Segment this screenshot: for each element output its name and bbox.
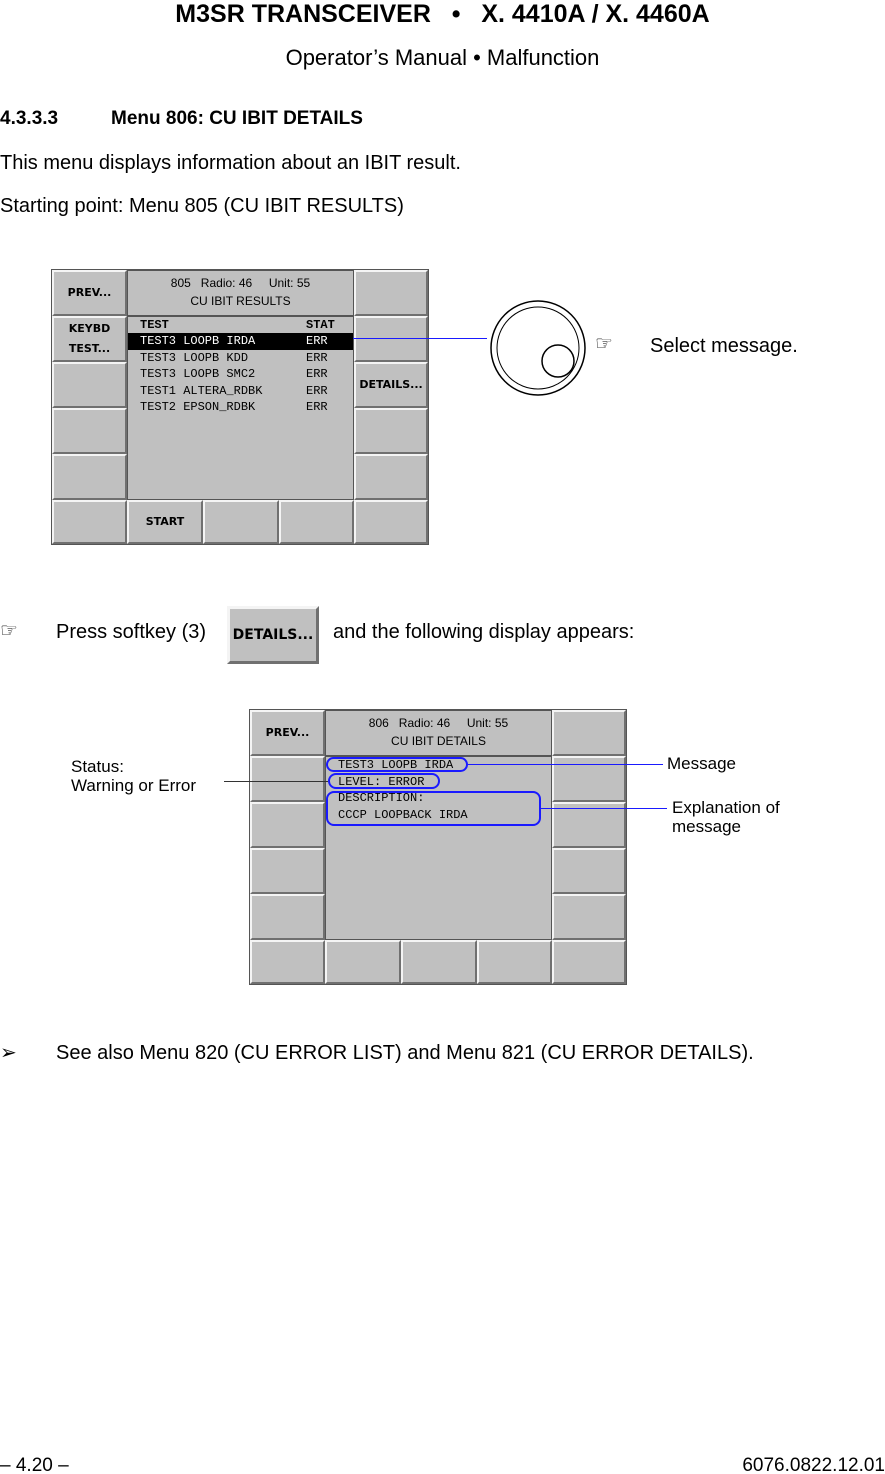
- softkey-blank[interactable]: [52, 408, 127, 454]
- col-test: TEST: [140, 318, 169, 332]
- softkey-blank[interactable]: [279, 500, 354, 544]
- softkey-label: KEYBD: [68, 322, 111, 335]
- header-subtitle: Operator’s Manual • Malfunction: [285, 45, 600, 70]
- list-row[interactable]: [128, 383, 353, 400]
- row-stat: ERR: [306, 350, 328, 365]
- row-test: TEST3 LOOPB KDD: [140, 350, 249, 365]
- section-number: 4.3.3.3: [0, 108, 59, 129]
- softkey-blank[interactable]: [52, 500, 127, 544]
- status-callout: [71, 757, 196, 795]
- col-stat: STAT: [306, 318, 335, 332]
- page-number: – 4.20 –: [0, 1455, 69, 1474]
- radio-unit-line: 806 Radio: 46 Unit: 55: [368, 716, 509, 730]
- softkey-label: TEST...: [68, 342, 111, 355]
- callout-line: [468, 764, 663, 765]
- starting-point: Starting point: Menu 805 (CU IBIT RESULTS): [0, 195, 404, 217]
- callout-label: Warning or Error: [71, 776, 197, 795]
- arrow-icon: ➢: [0, 1042, 17, 1064]
- description-highlight: [326, 791, 541, 826]
- section-title: Menu 806: CU IBIT DETAILS: [111, 108, 363, 129]
- row-test: TEST3 LOOPB SMC2: [140, 367, 256, 381]
- softkey-blank[interactable]: [401, 940, 477, 984]
- row-stat: ERR: [306, 334, 328, 348]
- list-row-selected[interactable]: [128, 333, 353, 350]
- softkey-blank[interactable]: [250, 894, 325, 940]
- callout-line: [541, 808, 667, 809]
- level-text: LEVEL: ERROR: [338, 774, 425, 789]
- prev-softkey[interactable]: PREV...: [250, 710, 325, 756]
- rotary-knob-icon[interactable]: [488, 298, 588, 398]
- softkey-blank[interactable]: [203, 500, 279, 544]
- callout-label: Status:: [71, 757, 124, 776]
- callout-line: [353, 338, 487, 339]
- pointing-hand-icon: ☞: [0, 620, 18, 642]
- details-softkey[interactable]: DETAILS...: [354, 362, 428, 408]
- softkey-blank[interactable]: [250, 756, 325, 802]
- row-test: TEST1 ALTERA_RDBK: [140, 383, 263, 398]
- softkey-blank[interactable]: [552, 940, 626, 984]
- softkey-blank[interactable]: [250, 940, 325, 984]
- softkey-blank[interactable]: [552, 894, 626, 940]
- callout-line: [224, 781, 328, 782]
- start-softkey[interactable]: START: [127, 500, 203, 544]
- screen-806: [249, 709, 627, 985]
- message-callout: Message: [667, 754, 736, 773]
- press-after-text: and the following display appears:: [333, 621, 635, 643]
- description-label: DESCRIPTION:: [338, 791, 425, 805]
- list-row[interactable]: [128, 350, 353, 367]
- row-test: TEST3 LOOPB IRDA: [140, 334, 256, 348]
- softkey-blank[interactable]: [250, 802, 325, 848]
- softkey-blank[interactable]: [52, 362, 127, 408]
- row-stat: ERR: [306, 367, 328, 381]
- list-row[interactable]: [128, 366, 353, 383]
- softkey-blank[interactable]: [552, 710, 626, 756]
- softkey-blank[interactable]: [325, 940, 401, 984]
- softkey-blank[interactable]: [354, 270, 428, 316]
- intro-text: This menu displays information about an IBIT result.: [0, 152, 461, 174]
- screen-header: [325, 710, 552, 756]
- keybd-test-softkey[interactable]: [52, 316, 127, 362]
- softkey-blank[interactable]: [354, 316, 428, 362]
- screen-805: [51, 269, 429, 545]
- screen-header: [127, 270, 354, 316]
- header-title: M3SR TRANSCEIVER • X. 4410A / X. 4460A: [175, 0, 710, 28]
- list-header: [128, 317, 353, 333]
- radio-unit-line: 805 Radio: 46 Unit: 55: [170, 276, 311, 290]
- message-text: TEST3 LOOPB IRDA: [338, 758, 454, 772]
- softkey-blank[interactable]: [552, 848, 626, 894]
- softkey-blank[interactable]: [52, 454, 127, 500]
- softkey-blank[interactable]: [477, 940, 552, 984]
- softkey-blank[interactable]: [552, 756, 626, 802]
- callout-label: message: [672, 817, 741, 836]
- row-stat: ERR: [306, 383, 328, 398]
- details-softkey-image: DETAILS...: [227, 606, 319, 664]
- see-also-text: See also Menu 820 (CU ERROR LIST) and Menu 821 (CU ERROR DETAILS).: [56, 1042, 754, 1064]
- press-text: Press softkey (3): [56, 621, 207, 643]
- results-list: [127, 316, 354, 500]
- explanation-callout: [672, 798, 780, 836]
- menu-title: CU IBIT RESULTS: [190, 294, 291, 308]
- softkey-blank[interactable]: [354, 408, 428, 454]
- prev-softkey[interactable]: PREV...: [52, 270, 127, 316]
- row-test: TEST2 EPSON_RDBK: [140, 400, 256, 414]
- softkey-blank[interactable]: [354, 500, 428, 544]
- pointing-hand-icon: ☞: [595, 333, 613, 355]
- menu-title: CU IBIT DETAILS: [391, 734, 486, 748]
- select-message-text: Select message.: [650, 335, 798, 357]
- softkey-blank[interactable]: [250, 848, 325, 894]
- list-row[interactable]: [128, 399, 353, 416]
- level-highlight: [328, 773, 440, 789]
- row-stat: ERR: [306, 400, 328, 414]
- softkey-blank[interactable]: [354, 454, 428, 500]
- callout-label: Explanation of: [672, 798, 780, 817]
- document-number: 6076.0822.12.01: [742, 1455, 885, 1474]
- description-text: CCCP LOOPBACK IRDA: [338, 807, 468, 822]
- message-highlight: [326, 757, 468, 772]
